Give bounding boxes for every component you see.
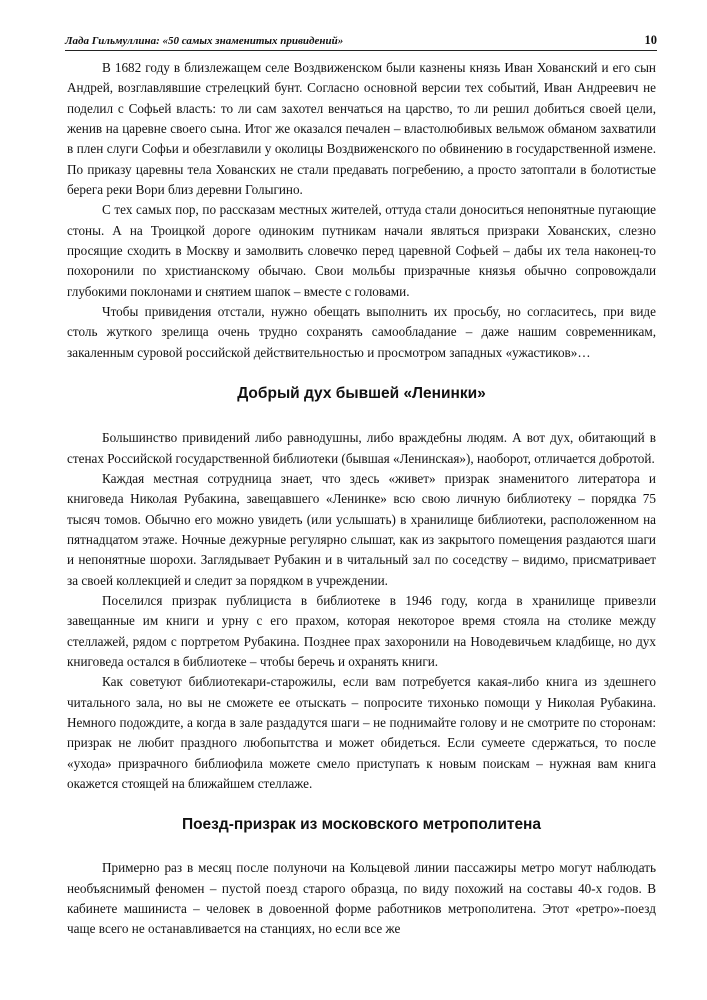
page-content (67, 58, 656, 940)
body-paragraph: В 1682 году в близлежащем селе Воздвиженском были казнены князь Иван Хованский и его сын Андрей, возглавлявшие стрелецкий бунт. Согласно основной версии тех событий, Иван Андреевич не поделил с Софьей власть: то ли сам захотел венчаться на царство, то ли решил добиться своей цели, женив на царевне своего сына. Итог же оказался печален – властолюбивых вельмож обманом захватили в плен слуги Софьи и обезглавили у околицы Воздвиженского по обвинению в государственной измене. По приказу царевны тела Хованских не стали предавать погребению, а просто затоптали в болотистые берега реки Вори близ деревни Голыгино. (67, 60, 656, 198)
body-paragraph: Каждая местная сотрудница знает, что здесь «живет» призрак знаменитого литератора и книговеда Николая Рубакина, завещавшего «Ленинке» всю свою личную библиотеку – порядка 75 тысяч томов. Обычно его можно увидеть (или услышать) в хранилище библиотеки, расположенном на пятнадцатом этаже. Ночные дежурные регулярно слышат, как из закрытого помещения раздаются шаги и непонятные шорохи. Заглядывает Рубакин и в читальный зал по соседству – видимо, присматривает за своей коллекцией и следит за порядком в учреждении. (67, 470, 656, 588)
running-title: Лада Гильмуллина: «50 самых знаменитых привидений» (65, 35, 344, 47)
body-paragraph: Поселился призрак публициста в библиотеке в 1946 году, когда в хранилище привезли завещанные им книги и урну с его прахом, которая некоторое время стояла на столике между стеллажей, рядом с портретом Рубакина. Позднее прах захоронили на Новодевичьем кладбище, но дух книговеда остался в библиотеке – чтобы беречь и охранять книги. (67, 592, 656, 669)
body-paragraph: С тех самых пор, по рассказам местных жителей, оттуда стали доноситься непонятные пугающие стоны. А на Троицкой дороге одиноким путникам начали являться призраки Хованских, слезно просящие сходить в Москву и замолвить словечко перед царевной Софьей – дабы их тела наконец-то похоронили по христианскому обычаю. Свои мольбы призрачные князья обычно сопровождали глубокими поклонами и снятием шапок – вместе с головами. (67, 202, 656, 299)
section-heading: Добрый дух бывшей «Ленинки» (237, 385, 486, 403)
body-paragraph: Примерно раз в месяц после полуночи на Кольцевой линии пассажиры метро могут наблюдать необъяснимый феномен – пустой поезд старого образца, по виду похожий на составы 40-х годов. В кабинете машиниста – человек в довоенной форме работников метрополитена. Этот «ретро»-поезд чаще всего не останавливается на станциях, но если все же (67, 860, 656, 937)
body-paragraph: Чтобы привидения отстали, нужно обещать выполнить их просьбу, но согласитесь, при виде столь жуткого зрелища очень трудно сохранять самообладание – даже нашим современникам, закаленным суровой российской действительностью и просмотром западных «ужастиков»… (67, 304, 656, 360)
body-paragraph: Как советуют библиотекари-старожилы, если вам потребуется какая-либо книга из здешнего читального зала, но вы не сможете ее отыскать – попросите тихонько помощи у Николая Рубакина. Немного подождите, а когда в зале раздадутся шаги – не поднимайте голову и не смотрите по сторонам: призрак не любит праздного любопытства и может обидеться. Если сумеете сдержаться, то после «ухода» призрачного библиофила можете смело приступать к новым поискам – нужная вам книга окажется стоящей на ближайшем стеллаже. (67, 674, 656, 791)
running-header (65, 34, 657, 51)
body-paragraph: Большинство привидений либо равнодушны, либо враждебны людям. А вот дух, обитающий в стенах Российской государственной библиотеки (бывшая «Ленинская»), наоборот, отличается добротой. (67, 430, 656, 466)
page-number: 10 (644, 33, 657, 47)
section-heading: Поезд-призрак из московского метрополитена (181, 816, 542, 834)
